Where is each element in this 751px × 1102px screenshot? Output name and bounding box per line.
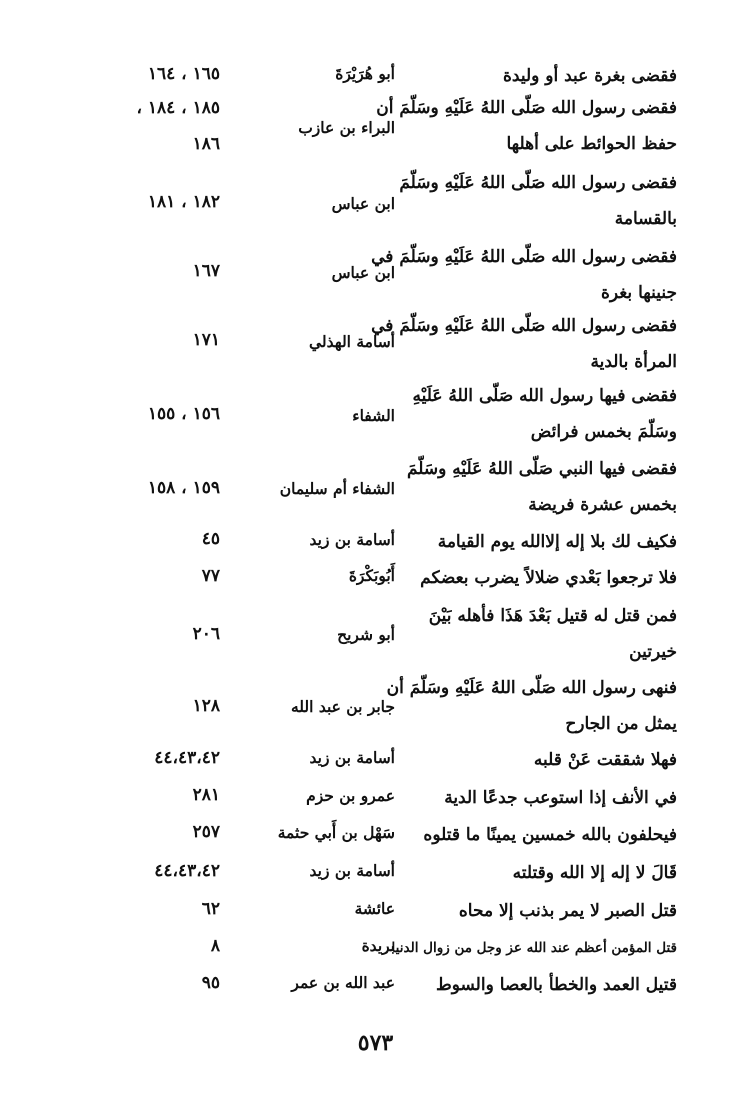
page-reference: ٤٥: [201, 529, 220, 549]
hadith-line: حفظ الحوائط على أهلها: [506, 134, 677, 154]
narrator: جابر بن عبد الله: [290, 697, 395, 716]
hadith-text: [399, 165, 677, 237]
narrator: عبد الله بن عمر: [291, 973, 395, 992]
hadith-text: [409, 967, 677, 1003]
page-reference: ١٦٥ ، ١٦٤: [147, 64, 220, 84]
hadith-line: فقضى بغرة عبد أو وليدة: [502, 66, 677, 86]
hadith-line: قتيل العمد والخطأ بالعصا والسوط: [436, 975, 677, 995]
page-references: [70, 936, 220, 956]
hadith-text: [409, 780, 677, 816]
hadith-line: فقضى فيها النبي صَلّى اللهُ عَلَيْهِ وسَلّمَ: [406, 459, 677, 479]
narrator: الشفاء أم سليمان: [279, 479, 395, 498]
page-references: [70, 192, 220, 212]
page-references: [70, 785, 220, 805]
narrator: سَهْل بن أَبي حثمة: [277, 823, 395, 842]
page-reference: ٧٧: [201, 566, 220, 586]
hadith-line: بخمس عشرة فريضة: [528, 495, 677, 515]
hadith-line: فيحلفون بالله خمسين يمينًا ما قتلوه: [423, 825, 677, 845]
page-reference: ٦٢: [201, 899, 220, 919]
narrator: أبو هُرَيْرَةَ: [335, 64, 395, 83]
hadith-text: [371, 239, 677, 311]
page-reference: ١٨٥ ، ١٨٤ ،: [136, 98, 220, 118]
page-references: [70, 529, 220, 549]
page-references: [70, 566, 220, 586]
hadith-text: [409, 893, 677, 929]
hadith-line: في الأنف إذا استوعب جدعًا الدية: [444, 788, 677, 808]
page-reference: ٢٠٦: [192, 624, 220, 644]
narrator: ابن عباس: [331, 263, 395, 282]
page-reference: ١٦٧: [192, 261, 220, 281]
page-references: [70, 748, 220, 768]
page-references: [70, 624, 220, 644]
page-reference: ٤٤،٤٣،٤٢: [154, 861, 220, 881]
hadith-line: فلا ترجعوا بَعْدي ضلالاً يضرب بعضكم: [420, 568, 677, 588]
narrator: عائشة: [354, 899, 395, 918]
narrator: الشفاء: [352, 406, 395, 425]
page-references: [70, 973, 220, 993]
page-references: [70, 899, 220, 919]
page-reference: ١٥٦ ، ١٥٥: [147, 404, 220, 424]
narrator: ابن عباس: [331, 194, 395, 213]
hadith-line: فقضى رسول الله صَلّى اللهُ عَلَيْهِ وسَلّمَ أن: [376, 98, 677, 118]
narrator: البراء بن عازب: [298, 118, 395, 137]
page-references: [70, 696, 220, 716]
narrator: أسامة بن زيد: [309, 861, 395, 880]
page-references: [70, 861, 220, 881]
hadith-line: قَالَ لا إله إلا الله وقتلته: [512, 863, 677, 883]
hadith-line: فنهى رسول الله صَلّى اللهُ عَلَيْهِ وسَلّمَ أن: [386, 678, 677, 698]
hadith-text: [409, 598, 677, 670]
page-reference: ١٥٩ ، ١٥٨: [147, 478, 220, 498]
hadith-text: [409, 524, 677, 560]
hadith-line: فمن قتل له قتيل بَعْدَ هَذَا فأهله بَيْنَ: [428, 606, 677, 626]
hadith-text: [409, 560, 677, 596]
hadith-text: [409, 742, 677, 778]
hadith-text: [409, 58, 677, 94]
page-reference: ٩٥: [201, 973, 220, 993]
hadith-text: [376, 90, 677, 162]
hadith-text: [409, 817, 677, 853]
page-references: [70, 261, 220, 281]
page-reference: ٤٤،٤٣،٤٢: [154, 748, 220, 768]
page-reference: ٢٥٧: [192, 822, 220, 842]
narrator: أسامة بن زيد: [309, 748, 395, 767]
hadith-text: [371, 308, 677, 380]
narrator: أبو شريح: [337, 625, 395, 644]
narrator: أسامة الهذلي: [309, 332, 395, 351]
page-references: [70, 90, 220, 162]
hadith-text: [409, 855, 677, 891]
narrator: أَبُوبَكْرَةَ: [348, 566, 395, 585]
hadith-line: المرأة بالدية: [590, 352, 677, 372]
hadith-line: فقضى فيها رسول الله صَلّى اللهُ عَلَيْهِ: [412, 386, 677, 406]
hadith-line: فقضى رسول الله صَلّى اللهُ عَلَيْهِ وسَلّمَ: [399, 173, 677, 193]
hadith-line: قتل المؤمن أعظم عند الله عز وجل من زوال الدنيا: [391, 940, 677, 956]
page-reference: ١٧١: [192, 330, 220, 350]
hadith-text: [406, 451, 677, 523]
hadith-line: يمثل من الجارح: [565, 714, 677, 734]
page-reference: ١٨٢ ، ١٨١: [147, 192, 220, 212]
hadith-line: جنينها بغرة: [600, 283, 677, 303]
page-reference: ١٨٦: [192, 134, 220, 154]
hadith-line: قتل الصبر لا يمر بذنب إلا محاه: [458, 901, 677, 921]
page-reference: ١٢٨: [192, 696, 220, 716]
hadith-line: فقضى رسول الله صَلّى اللهُ عَلَيْهِ وسَلّمَ في: [371, 247, 677, 267]
page-reference: ٢٨١: [192, 785, 220, 805]
hadith-line: وسَلّمَ بخمس فرائض: [530, 422, 677, 442]
hadith-line: فكيف لك بلا إله إلاالله يوم القيامة: [437, 532, 677, 552]
page-reference: ٨: [210, 936, 220, 956]
page-number: ٥٧٣: [357, 1030, 394, 1056]
hadith-text: [386, 670, 677, 742]
hadith-line: فهلا شققت عَنْ قلبه: [533, 750, 677, 770]
page-references: [70, 478, 220, 498]
page-references: [70, 822, 220, 842]
hadith-text: [409, 378, 677, 450]
narrator: عمرو بن حزم: [306, 786, 395, 805]
hadith-text: [391, 930, 677, 966]
hadith-line: خيرتين: [629, 642, 677, 662]
narrator: أسامة بن زيد: [309, 530, 395, 549]
page-references: [70, 64, 220, 84]
hadith-line: بالقسامة: [614, 209, 677, 229]
page-references: [70, 404, 220, 424]
hadith-line: فقضى رسول الله صَلّى اللهُ عَلَيْهِ وسَلّمَ في: [371, 316, 677, 336]
narrator: بريدة: [361, 936, 395, 955]
page-references: [70, 330, 220, 350]
